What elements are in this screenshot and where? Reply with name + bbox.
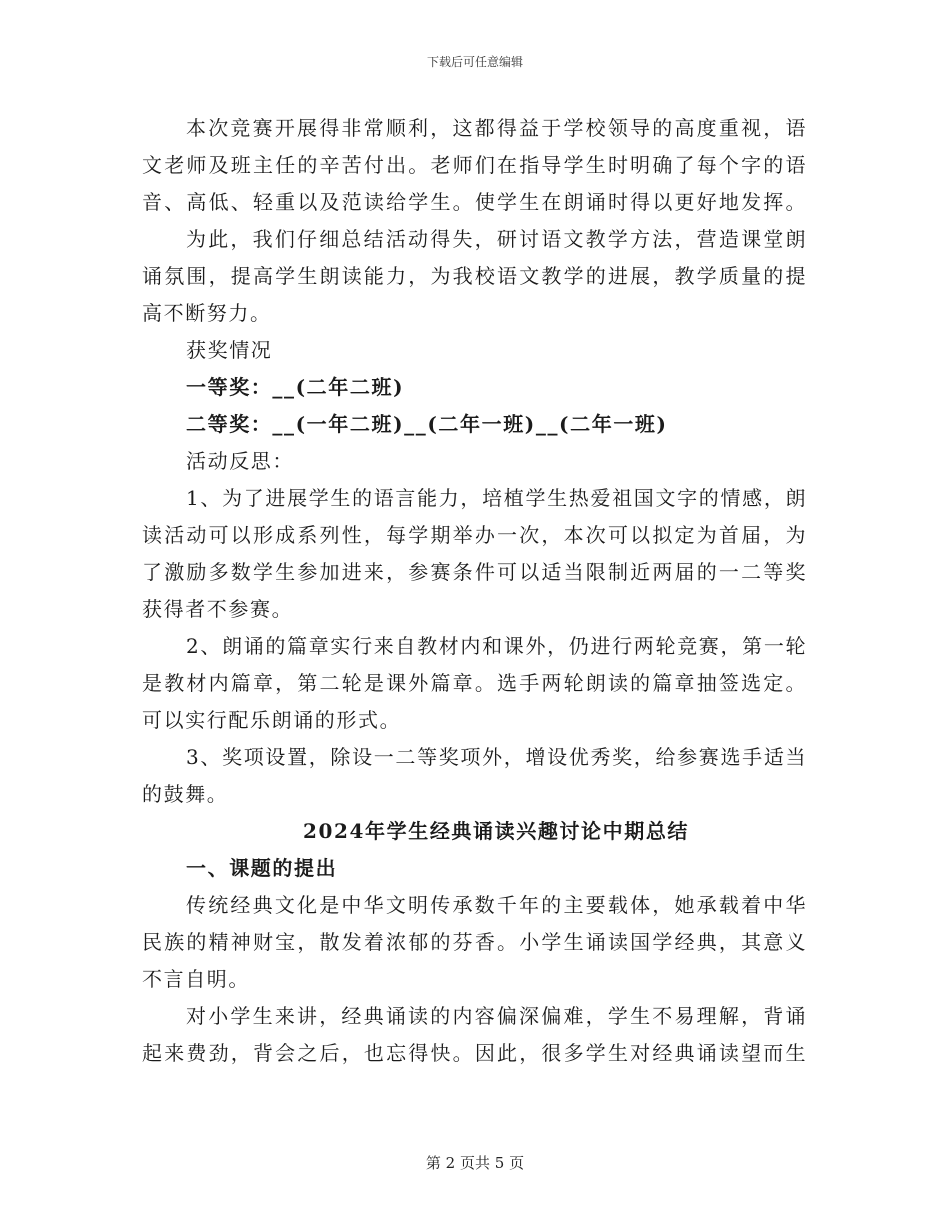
first-prize-line: 一等奖：__(二年二班) [186,375,405,399]
paragraph-line: 是教材内篇章，第二轮是课外篇章。选手两轮朗读的篇章抽签选定。 [142,671,806,695]
paragraph-line: 为此，我们仔细总结活动得失，研讨语文教学方法，营造课堂朗 [186,227,806,251]
paragraph-line: 音、高低、轻重以及范读给学生。使学生在朗诵时得以更好地发挥。 [142,190,806,214]
section-label: 获奖情况 [186,338,273,362]
paragraph-line: 的鼓舞。 [142,782,229,806]
paragraph-line: 诵氛围，提高学生朗读能力，为我校语文教学的进展，教学质量的提 [142,264,806,288]
paragraph-line: 了激励多数学生参加进来，参赛条件可以适当限制近两届的一二等奖 [142,560,806,584]
paragraph-line: 可以实行配乐朗诵的形式。 [142,708,402,732]
paragraph-line: 文老师及班主任的辛苦付出。老师们在指导学生时明确了每个字的语 [142,153,806,177]
paragraph-line: 不言自明。 [142,967,250,991]
second-prize-line: 二等奖：__(一年二班)__(二年一班)__(二年一班) [186,412,668,436]
paragraph-line: 1、为了进展学生的语言能力，培植学生热爱祖国文字的情感，朗 [186,486,806,510]
document-body [142,110,806,1072]
page-header: 下载后可任意编辑 [426,55,523,69]
section-heading: 一、课题的提出 [186,856,338,880]
paragraph-line: 高不断努力。 [142,301,272,325]
paragraph-line: 读活动可以形成系列性，每学期举办一次，本次可以拟定为首届，为 [142,523,806,547]
document-title: 2024年学生经典诵读兴趣讨论中期总结 [302,819,690,843]
paragraph-line: 传统经典文化是中华文明传承数千年的主要载体，她承载着中华 [186,893,806,917]
paragraph-line: 2、朗诵的篇章实行来自教材内和课外，仍进行两轮竞赛，第一轮 [186,634,806,658]
paragraph-line: 民族的精神财宝，散发着浓郁的芬香。小学生诵读国学经典，其意义 [142,930,806,954]
paragraph-line: 3、奖项设置，除设一二等奖项外，增设优秀奖，给参赛选手适当 [186,745,806,769]
paragraph-line: 起来费劲，背会之后，也忘得快。因此，很多学生对经典诵读望而生 [142,1041,806,1065]
paragraph-line: 获得者不参赛。 [142,597,294,621]
paragraph-line: 本次竞赛开展得非常顺利，这都得益于学校领导的高度重视，语 [186,116,806,140]
page-number: 第 2 页共 5 页 [425,1154,525,1172]
section-label: 活动反思： [186,449,294,473]
paragraph-line: 对小学生来讲，经典诵读的内容偏深偏难，学生不易理解，背诵 [186,1004,806,1028]
